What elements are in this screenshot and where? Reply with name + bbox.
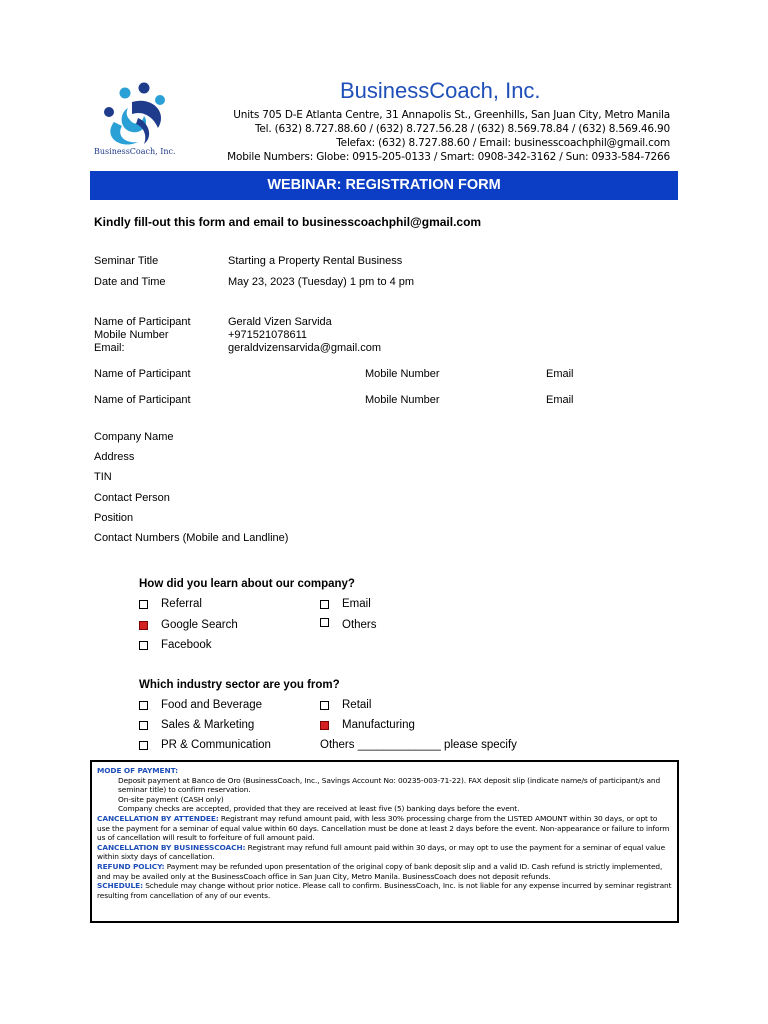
checkbox[interactable] <box>320 618 329 627</box>
bullet-text: On-site payment (CASH only) <box>118 794 224 804</box>
position-label: Position <box>94 512 134 524</box>
telephone-line: Tel. (632) 8.727.88.60 / (632) 8.727.56.28 / (632) 8.569.78.84 / (632) 8.569.46.90 <box>254 123 670 135</box>
policy-bullet <box>97 804 672 814</box>
participant-2-email-label: Email <box>546 368 574 380</box>
participant-3-mobile-label: Mobile Number <box>365 394 440 406</box>
option-label: Sales & Marketing <box>161 719 255 731</box>
cancellation-bc-text: Registrant may refund full amount paid within 30 days, or may opt to use the payment for a seminar of equal value within sixty days of cancellation. <box>97 842 666 862</box>
option-label: Email <box>342 598 371 610</box>
option-food-beverage[interactable] <box>139 699 262 711</box>
participant-mobile-value[interactable]: +971521078611 <box>228 329 308 341</box>
option-manufacturing[interactable] <box>320 719 415 731</box>
tin-label: TIN <box>94 471 112 483</box>
payment-policy-box <box>90 760 679 923</box>
date-time-label: Date and Time <box>94 276 166 288</box>
option-label: Manufacturing <box>342 719 415 731</box>
cancellation-attendee-text: Registrant may refund amount paid, with less 30% processing charge from the LISTED AMOUNT within 30 days, or opt to use the payment for a seminar of equal value within 60 days. Cancellation must be done at least 2 days before the event. Non-appearance or failure to inform us of cancellation will result to forfeiture of full amount paid. <box>97 813 670 843</box>
participant-mobile-label: Mobile Number <box>94 329 169 341</box>
schedule-heading: SCHEDULE: <box>97 881 143 891</box>
schedule-paragraph <box>97 881 672 900</box>
checkbox-checked[interactable] <box>139 621 148 630</box>
cancellation-attendee-paragraph <box>97 814 672 843</box>
refund-policy-heading: REFUND POLICY: <box>97 861 165 871</box>
industry-question: Which industry sector are you from? <box>139 679 340 691</box>
learn-question: How did you learn about our company? <box>139 578 355 590</box>
checkbox[interactable] <box>320 701 329 710</box>
company-name-label: Company Name <box>94 431 174 443</box>
option-google-search[interactable] <box>139 619 238 631</box>
participant-email-value[interactable]: geraldvizensarvida@gmail.com <box>228 342 382 354</box>
checkbox[interactable] <box>139 701 148 710</box>
option-label: Referral <box>161 598 202 610</box>
cancellation-attendee-heading: CANCELLATION BY ATTENDEE: <box>97 813 219 823</box>
bullet-marker <box>97 804 118 814</box>
option-label: PR & Communication <box>161 739 271 751</box>
option-others-specify[interactable]: Others _____________ please specify <box>320 739 517 751</box>
option-label: Retail <box>342 699 372 711</box>
seminar-title-label: Seminar Title <box>94 255 159 267</box>
option-pr-communication[interactable] <box>139 739 271 751</box>
company-name: BusinessCoach, Inc. <box>340 78 541 103</box>
option-facebook[interactable] <box>139 639 212 651</box>
participant-2-mobile-label: Mobile Number <box>365 368 440 380</box>
mobile-numbers-line: Mobile Numbers: Globe: 0915-205-0133 / Smart: 0908-342-3162 / Sun: 0933-584-7266 <box>227 151 670 163</box>
option-others[interactable] <box>320 619 377 631</box>
schedule-text: Schedule may change without prior notice. Please call to confirm. BusinessCoach, Inc. is not liable for any expense incurred by seminar registrant resulting from cancellation of any of our events. <box>97 881 672 900</box>
option-referral[interactable] <box>139 598 202 610</box>
bullet-text: Company checks are accepted, provided that they are received at least five (5) banking days before the event. <box>118 804 520 814</box>
seminar-title-value[interactable]: Starting a Property Rental Business <box>228 255 403 267</box>
participant-3-email-label: Email <box>546 394 574 406</box>
participant-name-value[interactable]: Gerald Vizen Sarvida <box>228 316 332 328</box>
checkbox[interactable] <box>139 600 148 609</box>
option-label: Facebook <box>161 639 212 651</box>
checkbox-checked[interactable] <box>320 721 329 730</box>
form-title-banner: WEBINAR: REGISTRATION FORM <box>90 171 678 200</box>
participant-2-name-label: Name of Participant <box>94 368 191 380</box>
instruction-text: Kindly fill-out this form and email to businesscoachphil@gmail.com <box>94 215 482 229</box>
bullet-marker <box>97 776 118 795</box>
checkbox[interactable] <box>139 721 148 730</box>
bullet-text: Deposit payment at Banco de Oro (BusinessCoach, Inc., Savings Account No: 00235-003-71-22). FAX deposit slip (indicate name/s of participant/s and seminar title) to confirm reservation. <box>118 775 661 795</box>
option-retail[interactable] <box>320 699 371 711</box>
participant-email-label: Email: <box>94 342 125 354</box>
logo-caption: BusinessCoach, Inc. <box>94 147 176 156</box>
policy-bullet <box>97 776 672 795</box>
checkbox[interactable] <box>320 600 329 609</box>
contact-numbers-label: Contact Numbers (Mobile and Landline) <box>94 532 289 544</box>
option-sales-marketing[interactable] <box>139 719 254 731</box>
address-line: Units 705 D-E Atlanta Centre, 31 Annapolis St., Greenhills, San Juan City, Metro Manila <box>233 109 670 121</box>
bullet-marker <box>97 795 118 805</box>
address-label: Address <box>94 451 135 463</box>
participant-3-name-label: Name of Participant <box>94 394 191 406</box>
participant-name-label: Name of Participant <box>94 316 191 328</box>
telefax-line: Telefax: (632) 8.727.88.60 / Email: businesscoachphil@gmail.com <box>336 137 670 149</box>
cancellation-bc-heading: CANCELLATION BY BUSINESSCOACH: <box>97 842 246 852</box>
option-label: Food and Beverage <box>161 699 263 711</box>
option-email[interactable] <box>320 598 371 610</box>
date-time-value[interactable]: May 23, 2023 (Tuesday) 1 pm to 4 pm <box>228 276 415 288</box>
checkbox[interactable] <box>139 641 148 650</box>
option-label: Others <box>342 619 377 631</box>
policy-bullet <box>97 795 672 805</box>
option-label: Google Search <box>161 619 238 631</box>
cancellation-bc-paragraph <box>97 843 672 862</box>
refund-policy-text: Payment may be refunded upon presentation of the original copy of bank deposit slip and a valid ID. Cash refund is strictly implemented, and may be availed only at the BusinessCoach office in San Juan City, Metro Manila. BusinessCoach does not deposit refunds. <box>97 861 663 881</box>
refund-policy-paragraph <box>97 862 672 881</box>
contact-person-label: Contact Person <box>94 492 170 504</box>
checkbox[interactable] <box>139 741 148 750</box>
mode-of-payment-heading: MODE OF PAYMENT: <box>97 766 178 775</box>
